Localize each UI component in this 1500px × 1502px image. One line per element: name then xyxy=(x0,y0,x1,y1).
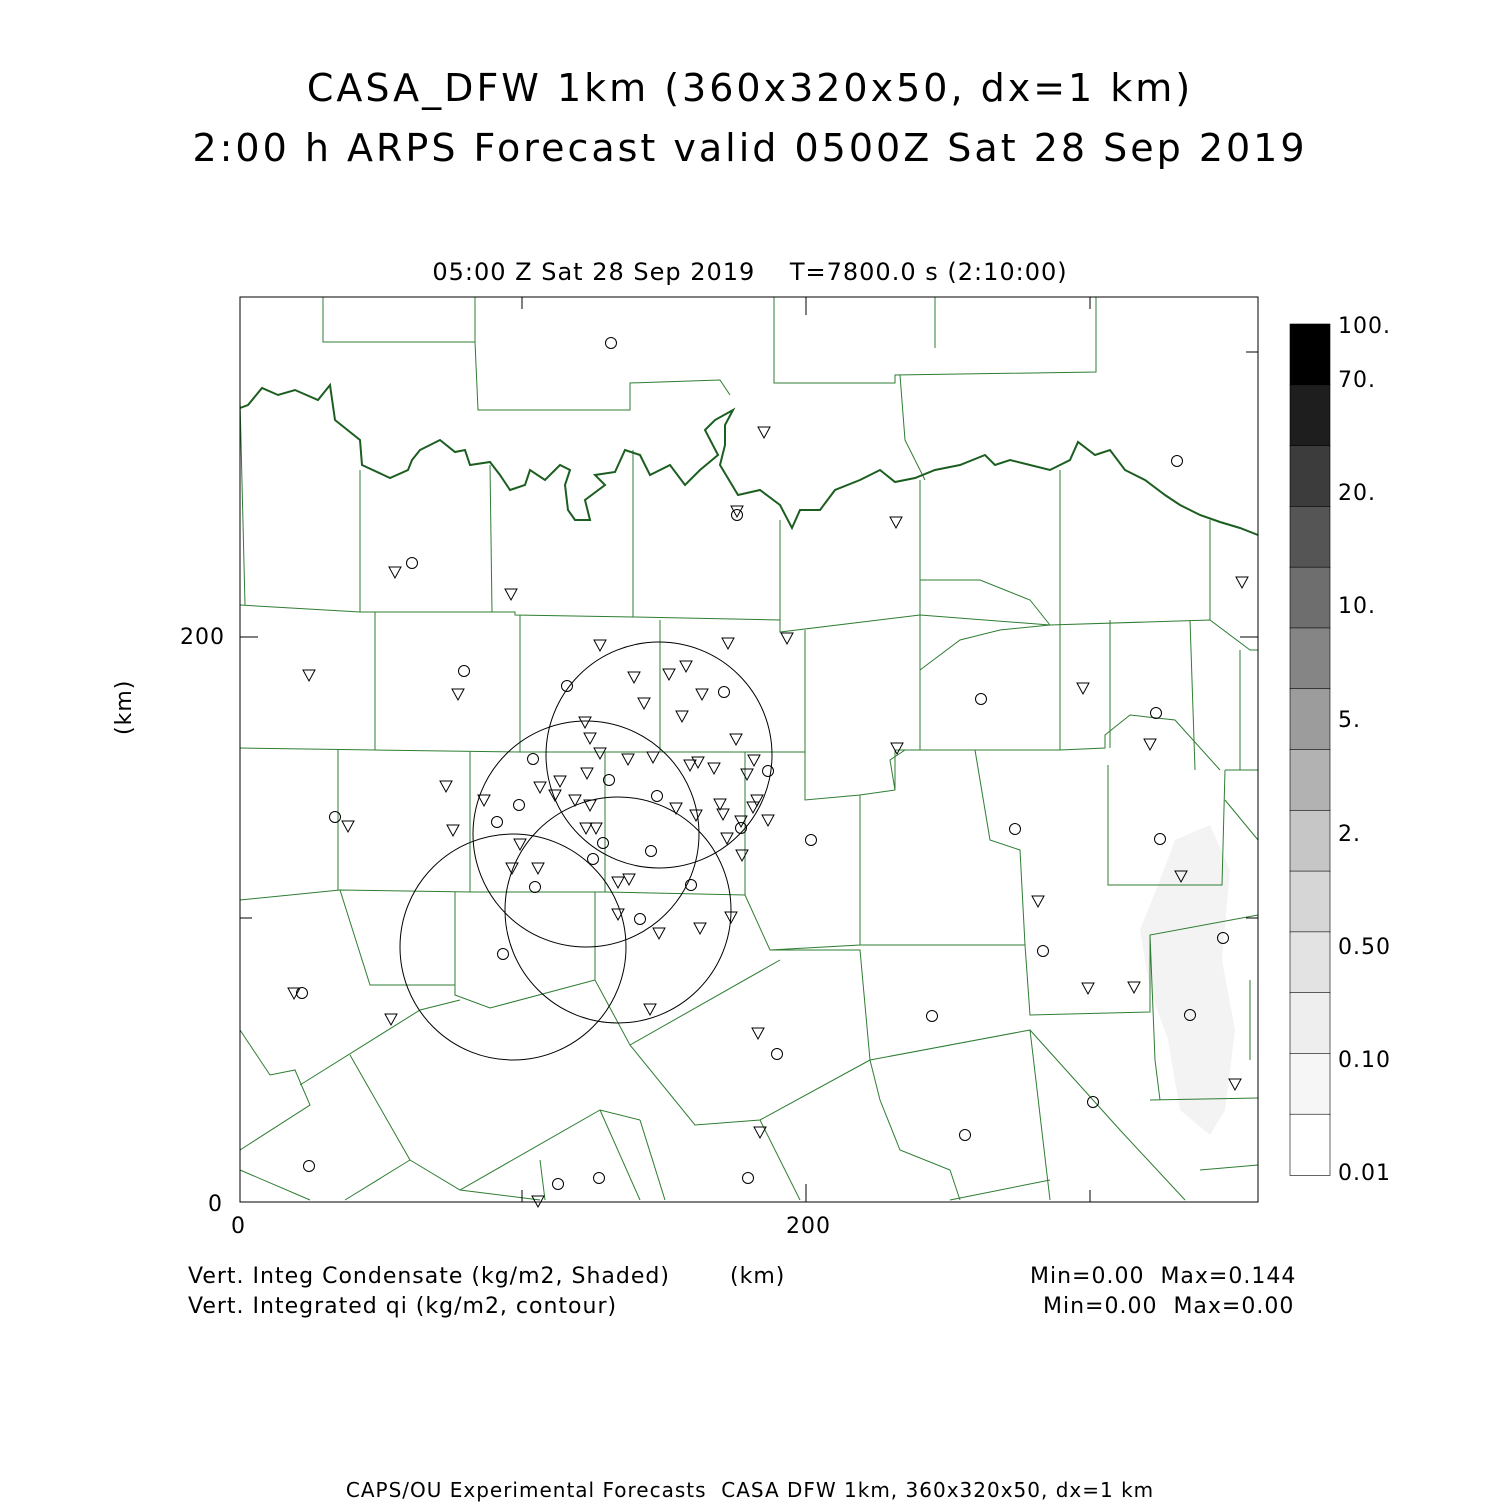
county-lines xyxy=(240,297,1258,1200)
station-triangle xyxy=(752,1028,764,1039)
station-triangle xyxy=(452,689,464,700)
colorbar-label-10: 10. xyxy=(1338,594,1376,619)
station-triangle xyxy=(1236,577,1248,588)
station-triangle xyxy=(514,839,526,850)
station-triangle xyxy=(590,823,602,834)
colorbar-swatch xyxy=(1290,506,1330,567)
station-triangle xyxy=(532,863,544,874)
colorbar-swatch xyxy=(1290,446,1330,507)
colorbar-label-20: 20. xyxy=(1338,481,1376,506)
station-circle xyxy=(330,812,341,823)
legend-qi: Vert. Integrated qi (kg/m2, contour) xyxy=(188,1294,618,1319)
station-triangle xyxy=(1077,683,1089,694)
station-triangle xyxy=(647,752,659,763)
station-circle xyxy=(514,800,525,811)
x-axis-label: (km) xyxy=(730,1264,786,1289)
station-circle xyxy=(459,666,470,677)
station-triangle xyxy=(741,769,753,780)
station-triangle xyxy=(638,698,650,709)
colorbar-label-0-50: 0.50 xyxy=(1338,935,1391,960)
station-triangle xyxy=(722,638,734,649)
station-circle xyxy=(530,882,541,893)
station-triangle xyxy=(581,768,593,779)
station-circle xyxy=(528,754,539,765)
station-triangle xyxy=(644,1004,656,1015)
station-triangle xyxy=(676,711,688,722)
station-circle xyxy=(646,846,657,857)
station-triangle xyxy=(303,670,315,681)
legend-condensate: Vert. Integ Condensate (kg/m2, Shaded) xyxy=(188,1264,670,1289)
station-triangle xyxy=(762,815,774,826)
station-triangle xyxy=(440,781,452,792)
plot-frame xyxy=(240,297,1258,1202)
station-circle xyxy=(498,949,509,960)
station-circle xyxy=(652,791,663,802)
colorbar xyxy=(1290,324,1330,1176)
colorbar-swatch xyxy=(1290,871,1330,932)
footer-credit: CAPS/OU Experimental Forecasts CASA DFW 1km, 360x320x50, dx=1 km xyxy=(345,1478,1155,1502)
station-triangle xyxy=(342,821,354,832)
colorbar-swatch xyxy=(1290,324,1330,385)
x-tick-200: 200 xyxy=(786,1214,831,1239)
colorbar-swatch xyxy=(1290,1114,1330,1175)
station-triangle xyxy=(1032,896,1044,907)
station-triangle xyxy=(554,776,566,787)
condensate-shading xyxy=(1140,825,1235,1135)
station-circle xyxy=(732,510,743,521)
colorbar-swatch xyxy=(1290,628,1330,689)
colorbar-label-2: 2. xyxy=(1338,822,1361,847)
colorbar-swatch xyxy=(1290,993,1330,1054)
colorbar-swatch xyxy=(1290,750,1330,811)
station-circle xyxy=(1088,1097,1099,1108)
station-triangle xyxy=(696,689,708,700)
tick-marks xyxy=(240,297,1258,1202)
station-triangle xyxy=(506,863,518,874)
title-line-1: CASA_DFW 1km (360x320x50, dx=1 km) xyxy=(306,66,1194,110)
station-triangle xyxy=(736,850,748,861)
station-circle xyxy=(598,838,609,849)
station-triangle xyxy=(748,755,760,766)
station-triangle xyxy=(670,803,682,814)
plot-time-label: 05:00 Z Sat 28 Sep 2019 T=7800.0 s (2:10:00) xyxy=(432,258,1068,286)
colorbar-swatch xyxy=(1290,689,1330,750)
station-triangle xyxy=(534,782,546,793)
station-triangle xyxy=(623,874,635,885)
station-triangle xyxy=(594,748,606,759)
station-triangle xyxy=(714,799,726,810)
station-circle xyxy=(407,558,418,569)
colorbar-swatch xyxy=(1290,385,1330,446)
station-circle xyxy=(1038,946,1049,957)
colorbar-label-0-01: 0.01 xyxy=(1338,1161,1391,1186)
colorbar-label-100: 100. xyxy=(1338,314,1391,339)
station-triangle xyxy=(389,567,401,578)
station-circle xyxy=(588,854,599,865)
station-triangle xyxy=(622,754,634,765)
x-tick-0: 0 xyxy=(231,1214,246,1239)
station-triangle xyxy=(692,757,704,768)
station-triangle xyxy=(612,877,624,888)
station-circle xyxy=(553,1179,564,1190)
station-markers xyxy=(288,338,1248,1208)
state-border xyxy=(240,385,1258,535)
station-triangle xyxy=(505,589,517,600)
station-circle xyxy=(297,988,308,999)
radar-rings xyxy=(400,642,772,1060)
station-circle xyxy=(927,1011,938,1022)
station-triangle xyxy=(584,733,596,744)
stats-condensate: Min=0.00 Max=0.144 xyxy=(1030,1264,1297,1289)
station-triangle xyxy=(717,809,729,820)
station-circle xyxy=(1155,834,1166,845)
station-triangle xyxy=(730,734,742,745)
station-triangle xyxy=(663,669,675,680)
station-triangle xyxy=(653,928,665,939)
radar-ring-1 xyxy=(546,642,772,868)
station-circle xyxy=(719,687,730,698)
station-triangle xyxy=(580,823,592,834)
title-line-2: 2:00 h ARPS Forecast valid 0500Z Sat 28 Sep 2019 xyxy=(192,126,1308,170)
station-circle xyxy=(763,766,774,777)
colorbar-label-5: 5. xyxy=(1338,708,1361,733)
colorbar-label-0-10: 0.10 xyxy=(1338,1048,1391,1073)
station-triangle xyxy=(385,1014,397,1025)
colorbar-label-70: 70. xyxy=(1338,368,1376,393)
station-triangle xyxy=(758,427,770,438)
station-triangle xyxy=(628,672,640,683)
station-triangle xyxy=(890,517,902,528)
colorbar-swatch xyxy=(1290,932,1330,993)
station-circle xyxy=(594,1173,605,1184)
colorbar-swatch xyxy=(1290,1053,1330,1114)
station-circle xyxy=(606,338,617,349)
station-circle xyxy=(743,1173,754,1184)
station-triangle xyxy=(594,640,606,651)
y-tick-200: 200 xyxy=(180,625,225,650)
station-triangle xyxy=(1082,983,1094,994)
station-circle xyxy=(772,1049,783,1060)
station-circle xyxy=(1151,708,1162,719)
station-circle xyxy=(304,1161,315,1172)
station-triangle xyxy=(579,717,591,728)
station-triangle xyxy=(708,763,720,774)
station-triangle xyxy=(1128,982,1140,993)
colorbar-swatch xyxy=(1290,810,1330,871)
station-triangle xyxy=(690,810,702,821)
station-circle xyxy=(806,835,817,846)
station-circle xyxy=(1010,824,1021,835)
station-circle xyxy=(960,1130,971,1141)
y-tick-0: 0 xyxy=(208,1192,223,1217)
station-triangle xyxy=(694,923,706,934)
station-triangle xyxy=(781,633,793,644)
colorbar-swatch xyxy=(1290,567,1330,628)
station-triangle xyxy=(1229,1079,1241,1090)
station-circle xyxy=(492,817,503,828)
station-triangle xyxy=(447,825,459,836)
station-triangle xyxy=(1144,739,1156,750)
y-axis-label: (km) xyxy=(112,679,137,735)
station-triangle xyxy=(680,661,692,672)
station-circle xyxy=(635,914,646,925)
station-circle xyxy=(976,694,987,705)
stats-qi: Min=0.00 Max=0.00 xyxy=(1043,1294,1295,1319)
station-circle xyxy=(1172,456,1183,467)
